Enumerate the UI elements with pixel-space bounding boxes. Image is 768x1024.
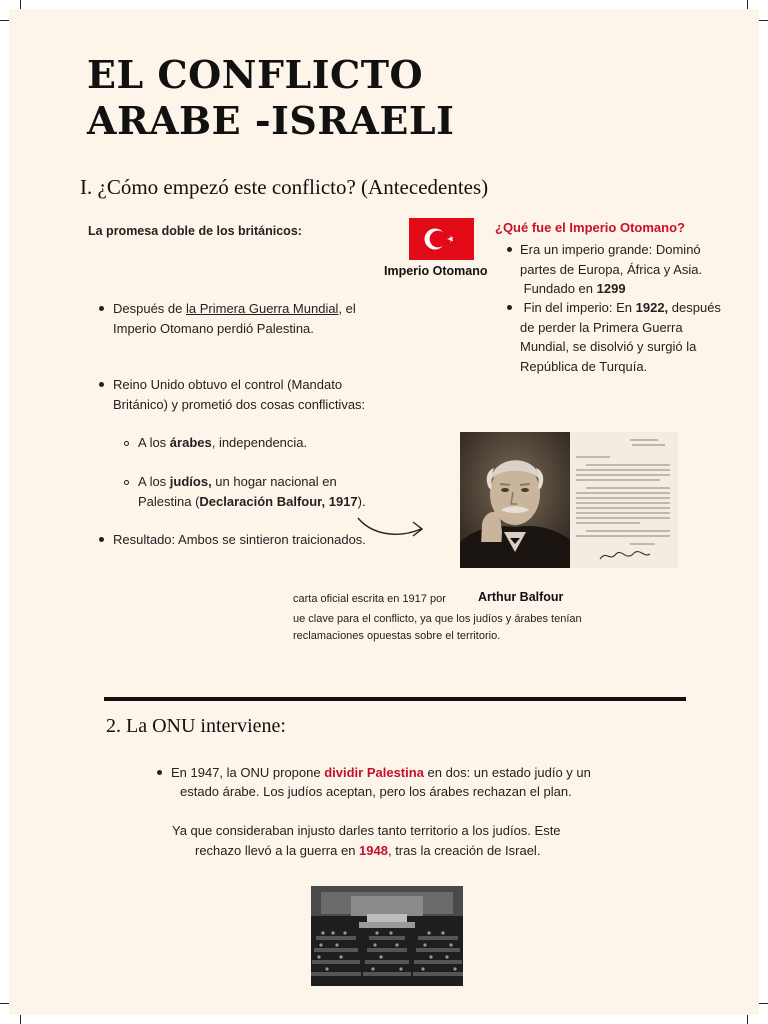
crop-mark: [759, 20, 768, 21]
bullet-dot: [99, 306, 104, 311]
onu-paragraph-line-2: rechazo llevó a la guerra en 1948, tras la creación de Israel.: [195, 843, 541, 858]
turkish-flag-icon: [409, 218, 474, 260]
letter-text-lines: [570, 432, 678, 568]
onu-paragraph-line-1: Ya que consideraban injusto darles tanto territorio a los judíos. Este: [172, 823, 561, 838]
bullet-dot: [157, 770, 162, 775]
bullet-dot: [99, 382, 104, 387]
promise-label: La promesa doble de los británicos:: [88, 224, 302, 238]
crop-mark: [747, 1015, 748, 1024]
onu-bullet-line-2: estado árabe. Los judíos aceptan, pero los árabes rechazan el plan.: [180, 784, 572, 799]
crop-mark: [20, 1015, 21, 1024]
bullet-primera-guerra: Después de la Primera Guerra Mundial, el Imperio Otomano perdió Palestina.: [113, 301, 356, 336]
page-title: [87, 52, 454, 144]
balfour-declaration-letter: [570, 432, 678, 568]
balfour-name: Arthur Balfour: [478, 590, 564, 604]
balfour-caption-body: ue clave para el conflicto, ya que los judíos y árabes tenían reclamaciones opuestas sobre el territorio.: [293, 613, 582, 642]
sub-bullet-ring: [124, 480, 129, 485]
primera-guerra-link[interactable]: la Primera Guerra Mundial: [186, 301, 339, 316]
section-1-heading: I. ¿Cómo empezó este conflicto? (Antecedentes): [80, 175, 489, 199]
un-general-assembly-photo: [311, 886, 463, 986]
bullet-resultado: Resultado: Ambos se sintieron traicionados.: [113, 532, 366, 547]
ottoman-bullet-1: Era un imperio grande: Dominó partes de Europa, África y Asia. Fundado en 1299: [520, 242, 703, 296]
bullet-dot: [99, 537, 104, 542]
section-divider: [104, 697, 686, 701]
crop-mark: [20, 0, 21, 9]
crop-mark: [747, 0, 748, 9]
flag-caption: Imperio Otomano: [384, 264, 488, 278]
curved-arrow-icon: [355, 510, 427, 544]
ottoman-question: ¿Qué fue el Imperio Otomano?: [495, 220, 685, 235]
sub-bullet-ring: [124, 441, 129, 446]
sub-bullet-arabes: A los árabes, independencia.: [138, 435, 308, 450]
bullet-dot: [507, 305, 512, 310]
balfour-caption-line-1: carta oficial escrita en 1917 por: [293, 593, 446, 605]
title-line-1: EL CONFLICTO: [87, 52, 424, 97]
ottoman-bullet-2: Fin del imperio: En 1922, después de perder la Primera Guerra Mundial, se disolvió y surgió la República de Turquía.: [520, 300, 721, 374]
crop-mark: [0, 20, 9, 21]
arthur-balfour-portrait: [460, 432, 570, 568]
section-2-heading: 2. La ONU interviene:: [106, 715, 286, 737]
bullet-dot: [507, 247, 512, 252]
onu-bullet-line-1: En 1947, la ONU propone dividir Palestina en dos: un estado judío y un: [171, 765, 591, 780]
crop-mark: [0, 1003, 9, 1004]
sub-bullet-judios: A los judíos, un hogar nacional en Palestina (Declaración Balfour, 1917).: [138, 474, 366, 509]
crop-mark: [759, 1003, 768, 1004]
title-line-2: ARABE -ISRAELI: [87, 98, 455, 143]
bullet-reino-unido: Reino Unido obtuvo el control (Mandato Británico) y prometió dos cosas conflictivas:: [113, 377, 366, 412]
